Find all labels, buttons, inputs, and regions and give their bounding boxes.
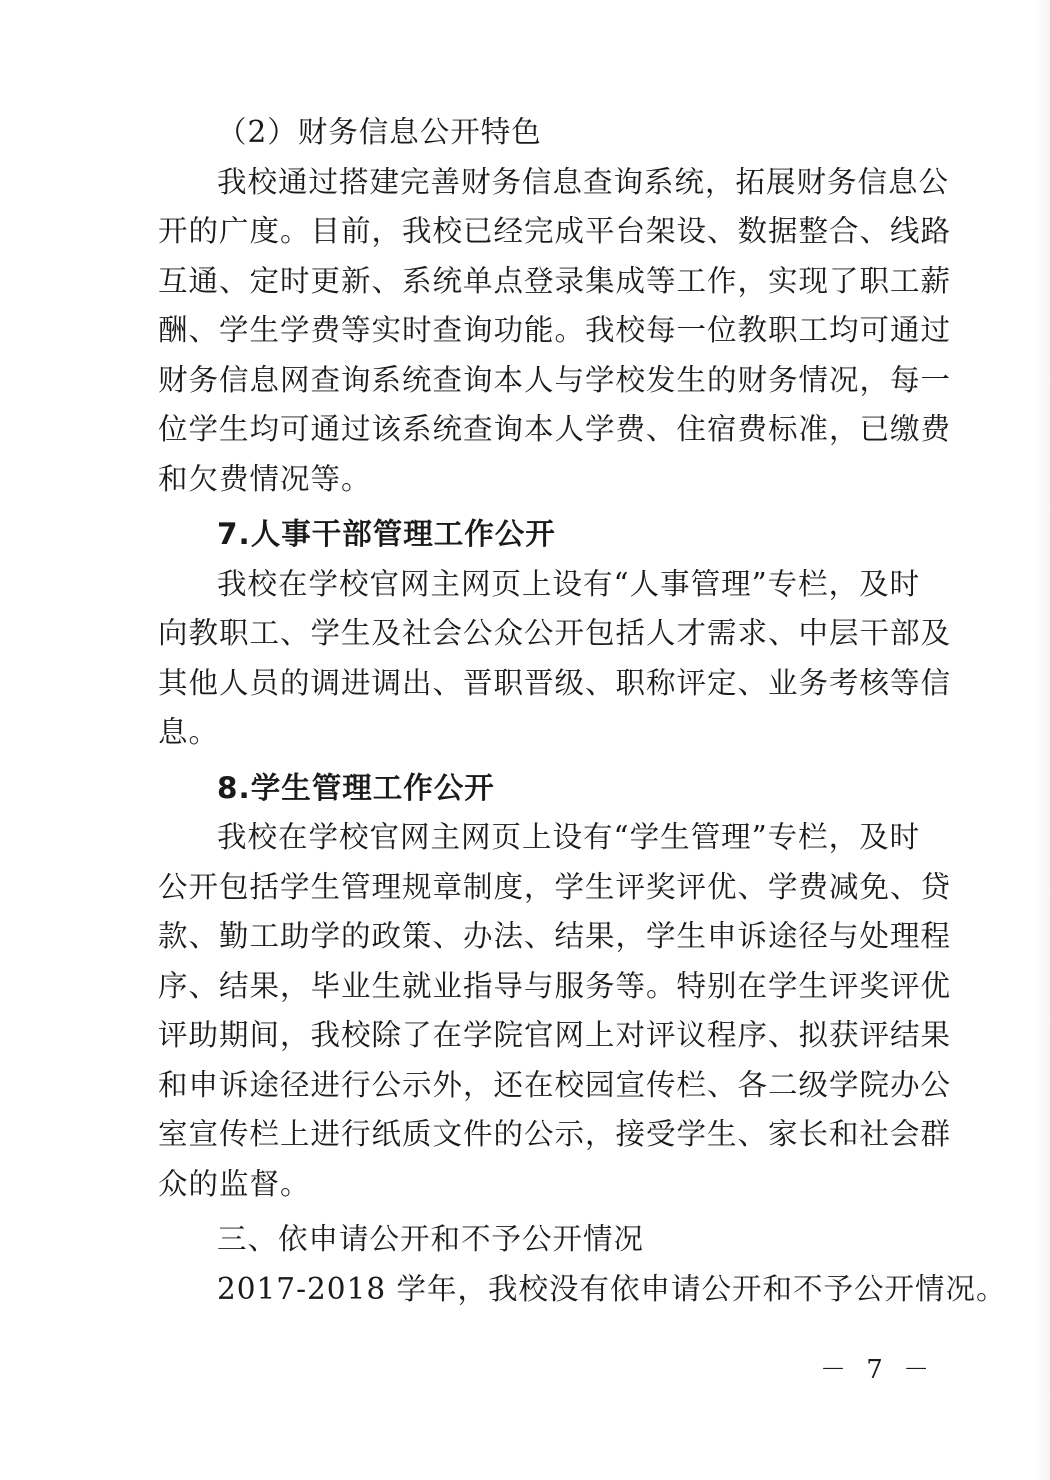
paragraph-line: 财务信息网查询系统查询本人与学校发生的财务情况，每一 bbox=[158, 362, 952, 397]
paragraph-line: 公开包括学生管理规章制度，学生评奖评优、学费减免、贷 bbox=[158, 869, 952, 904]
paragraph-line: 其他人员的调进调出、晋职晋级、职称评定、业务考核等信 bbox=[158, 665, 952, 700]
heading-student-management: 8.学生管理工作公开 bbox=[217, 770, 495, 805]
subheading-financial-features: （2）财务信息公开特色 bbox=[217, 115, 542, 149]
paragraph-line: 室宣传栏上进行纸质文件的公示，接受学生、家长和社会群 bbox=[158, 1117, 952, 1151]
paragraph-line: 我校在学校官网主网页上设有“学生管理”专栏，及时 bbox=[217, 820, 921, 854]
paragraph-line: 众的监督。 bbox=[158, 1166, 311, 1201]
paragraph-line: 酬、学生学费等实时查询功能。我校每一位教职工均可通过 bbox=[158, 313, 952, 347]
paragraph-line: 我校在学校官网主网页上设有“人事管理”专栏，及时 bbox=[217, 566, 921, 601]
paragraph-line: 向教职工、学生及社会公众公开包括人才需求、中层干部及 bbox=[158, 616, 952, 650]
paragraph-line: 和欠费情况等。 bbox=[158, 461, 372, 496]
scan-edge bbox=[1034, 0, 1050, 1480]
paragraph-line: 款、勤工助学的政策、办法、结果，学生申诉途径与处理程 bbox=[158, 919, 952, 953]
heading-personnel: 7.人事干部管理工作公开 bbox=[217, 517, 556, 551]
paragraph-line: 评助期间，我校除了在学院官网上对评议程序、拟获评结果 bbox=[158, 1018, 952, 1052]
paragraph-line: 位学生均可通过该系统查询本人学费、住宿费标准，已缴费 bbox=[158, 412, 952, 446]
paragraph-line: 息。 bbox=[158, 715, 220, 749]
paragraph-line: 开的广度。目前，我校已经完成平台架设、数据整合、线路 bbox=[158, 214, 952, 248]
heading-application-disclosure: 三、依申请公开和不予公开情况 bbox=[217, 1222, 645, 1256]
paragraph-line: 我校通过搭建完善财务信息查询系统，拓展财务信息公 bbox=[217, 164, 950, 199]
paragraph-line: 序、结果，毕业生就业指导与服务等。特别在学生评奖评优 bbox=[158, 968, 952, 1003]
page-number: － 7 － bbox=[820, 1355, 936, 1385]
document-body bbox=[158, 108, 1007, 1314]
paragraph-line: 2017-2018 学年，我校没有依申请公开和不予公开情况。 bbox=[217, 1271, 1007, 1306]
paragraph-line: 和申诉途径进行公示外，还在校园宣传栏、各二级学院办公 bbox=[158, 1067, 952, 1102]
paragraph-line: 互通、定时更新、系统单点登录集成等工作，实现了职工薪 bbox=[158, 263, 952, 298]
